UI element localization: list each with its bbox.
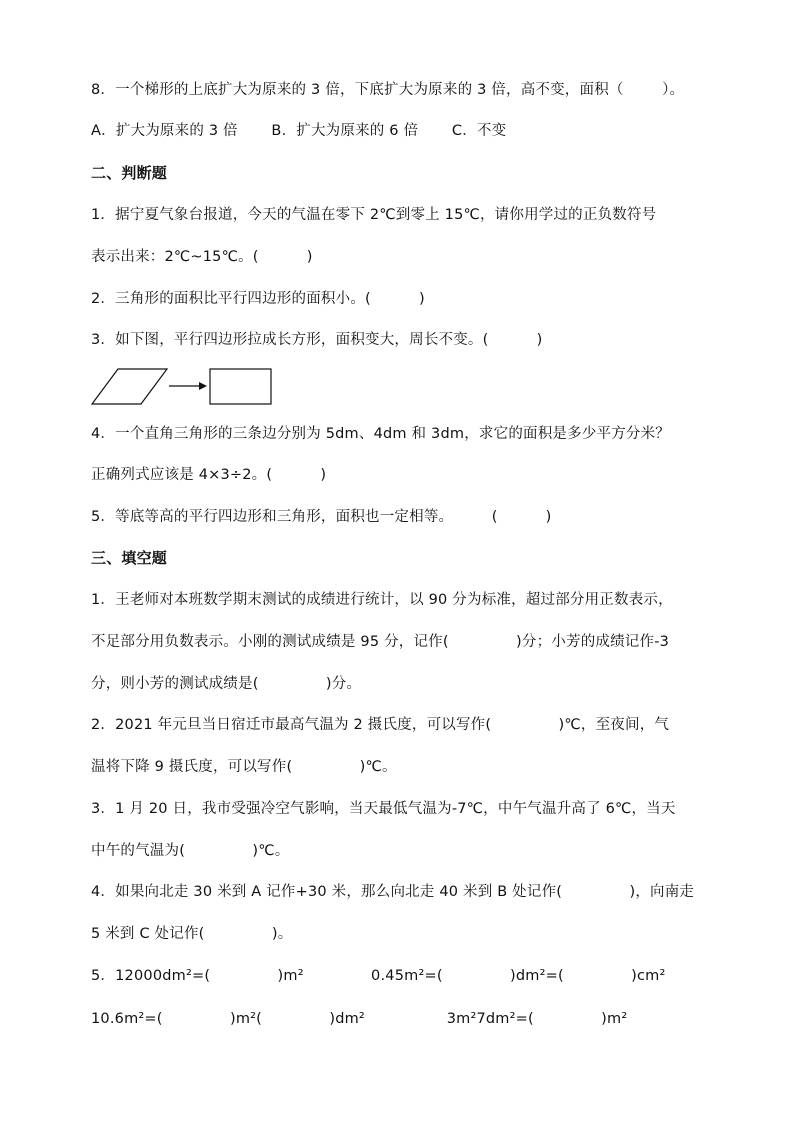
s3-q5-line2: 10.6m²=( )m²( )dm² 3m²7dm²=( )m² [91, 1011, 628, 1027]
section-3-title: 三、填空题 [91, 549, 168, 567]
s2-q1-line2: 表示出来：2℃~15℃。( ) [91, 249, 313, 265]
s2-q4-line2: 正确列式应该是 4×3÷2。( ) [91, 467, 327, 483]
s3-q5-line1: 5．12000dm²=( )m² 0.45m²=( )dm²=( )cm² [91, 968, 666, 984]
s3-q1-line1: 1．王老师对本班数学期末测试的成绩进行统计，以 90 分为标准，超过部分用正数表示， [91, 592, 673, 608]
section-2-title: 二、判断题 [91, 164, 168, 182]
s2-q3: 3．如下图，平行四边形拉成长方形，面积变大，周长不变。( ) [91, 332, 543, 348]
s3-q2-line1: 2．2021 年元旦当日宿迁市最高气温为 2 摄氏度，可以写作( )℃，至夜间，气 [91, 717, 670, 733]
s3-q3-line2: 中午的气温为( )℃。 [91, 843, 290, 859]
s3-q4-line1: 4．如果向北走 30 米到 A 记作+30 米，那么向北走 40 米到 B 处记作( )，向南走 [91, 884, 695, 900]
s2-q4-line1: 4．一个直角三角形的三条边分别为 5dm、4dm 和 3dm，求它的面积是多少平方分米？ [91, 426, 671, 442]
q8-options: A．扩大为原来的 3 倍 B．扩大为原来的 6 倍 C．不变 [91, 123, 507, 139]
parallelogram-to-rectangle-figure [90, 366, 280, 410]
parallelogram-shape [92, 369, 167, 404]
s3-q4-line2: 5 米到 C 处记作( )。 [91, 926, 293, 942]
s3-q1-line2: 不足部分用负数表示。小刚的测试成绩是 95 分，记作( )分；小芳的成绩记作-3 [91, 634, 670, 650]
s3-q3-line1: 3．1 月 20 日，我市受强冷空气影响，当天最低气温为-7℃，中午气温升高了 6℃，当天 [91, 801, 676, 817]
s2-q5: 5．等底等高的平行四边形和三角形，面积也一定相等。 ( ) [91, 509, 552, 525]
q8-stem: 8．一个梯形的上底扩大为原来的 3 倍，下底扩大为原来的 3 倍，高不变，面积（ ）。 [91, 82, 685, 98]
s2-q2: 2．三角形的面积比平行四边形的面积小。( ) [91, 291, 425, 307]
s3-q1-line3: 分，则小芳的测试成绩是( )分。 [91, 676, 362, 692]
s3-q2-line2: 温将下降 9 摄氏度，可以写作( )℃。 [91, 759, 397, 775]
s2-q1-line1: 1．据宁夏气象台报道，今天的气温在零下 2℃到零上 15℃，请你用学过的正负数符号 [91, 207, 657, 223]
arrow-head [199, 382, 207, 390]
rectangle-shape [210, 369, 271, 404]
